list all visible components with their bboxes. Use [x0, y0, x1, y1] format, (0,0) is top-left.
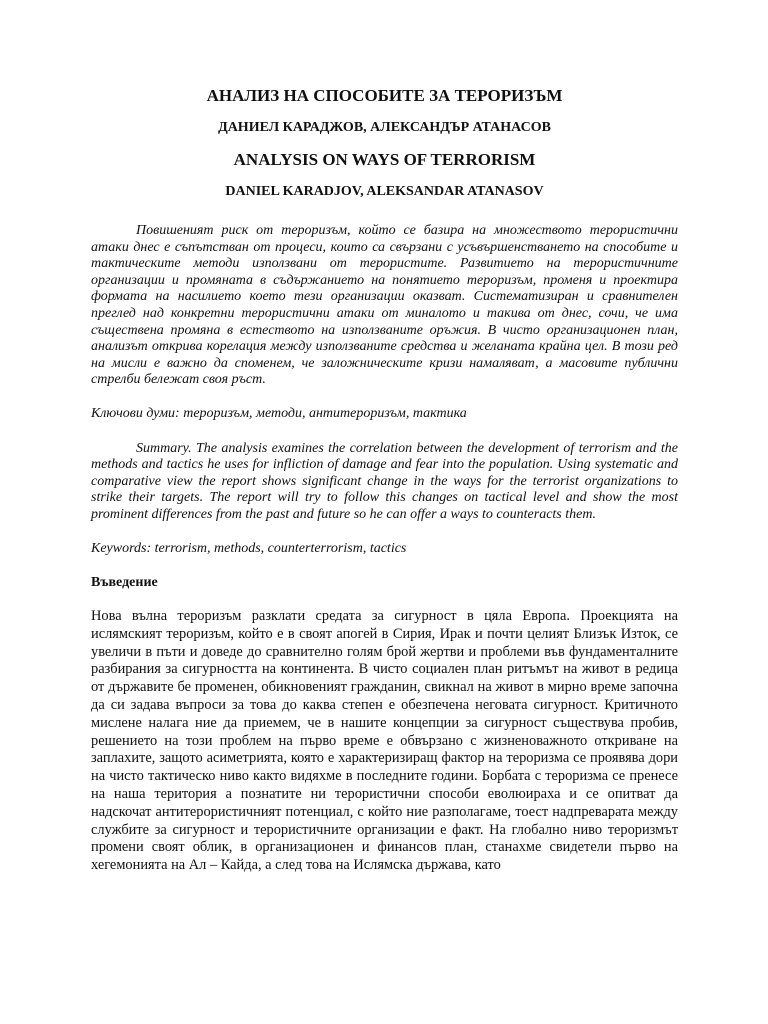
authors-english: DANIEL KARADJOV, ALEKSANDAR ATANASOV	[225, 184, 544, 199]
authors-bulgarian: ДАНИЕЛ КАРАДЖОВ, АЛЕКСАНДЪР АТАНАСОВ	[218, 120, 551, 135]
summary-english: Summary. The analysis examines the correlation between the development of terrorism and the methods and tactics he uses for infliction of damage and fear into the population. Using systematic and comparative view the report shows significant change in the ways for the terrorist organizations to strike their targets. The report will try to follow this changes on tactical level and show the most prominent differences from the past and future so he can offer a ways to counteracts them.	[91, 440, 678, 522]
title-english: ANALYSIS ON WAYS OF TERRORISM	[233, 150, 536, 169]
keywords-bulgarian: Ключови думи: тероризъм, методи, антитероризъм, тактика	[91, 405, 467, 421]
section-heading-introduction: Въведение	[91, 575, 158, 591]
introduction-paragraph: Нова вълна тероризъм разклати средата за сигурност в цяла Европа. Проекцията на ислямският тероризъм, който е в своят апогей в Сирия, Ирак и почти целият Близък Изток, се увеличи в пъти и доведе до сравнително голям брой жертви и проблеми във фундаменталните разбирания за сигурността на континента. В чисто социален план ритъмът на живот в редица от държавите бе променен, обикновеният гражданин, свикнал на живот в мирно време започна да си задава въпроси за това до каква степен е обезпечена неговата сигурност. Критичното мислене налага ние да приемем, че в нашите концепции за сигурност съществува пробив, решението на този проблем на първо време е обвързано с жизненоважното откриване на заплахите, защото асиметрията, която е характеризиращ фактор на тероризма се проявява дори на чисто тактическо ниво както видяхме в последните години. Борбата с тероризма се пренесе на наша територия а познатите ни терористични способи еволюираха и се опитват да надскочат антитерористичният потенциал, с който ние разполагаме, тоест надпреварата между службите за сигурност и терористичните организации е факт. На глобално ниво тероризмът промени своят облик, в организационен и финансов план, станахме свидетели първо на хегемонията на Ал – Кайда, а след това на Ислямска държава, като	[91, 608, 678, 874]
keywords-english: Keywords: terrorism, methods, counterterrorism, tactics	[91, 540, 407, 556]
abstract-bulgarian: Повишеният риск от тероризъм, който се базира на множеството терористични атаки днес е съпътстван от процеси, които са свързани с усъвършенстването на способите и тактическите методи използвани от терористите. Развитието на терористичните организации и промяната в съдържанието на понятието тероризъм, променя и проектира формата на насилието което тези организации оказват. Систематизиран и сравнителен преглед над конкретни терористични атаки от миналото и такива от днес, сочи, че има съществена промяна в естеството на използваните оръжия. В чисто организационен план, анализът открива корелация между използваните средства и желаната крайна цел. В този ред на мисли е важно да споменем, че заложническите кризи намаляват, а масовите публични стрелби бележат своя ръст.	[91, 223, 678, 388]
title-bulgarian: АНАЛИЗ НА СПОСОБИТЕ ЗА ТЕРОРИЗЪМ	[206, 86, 563, 105]
